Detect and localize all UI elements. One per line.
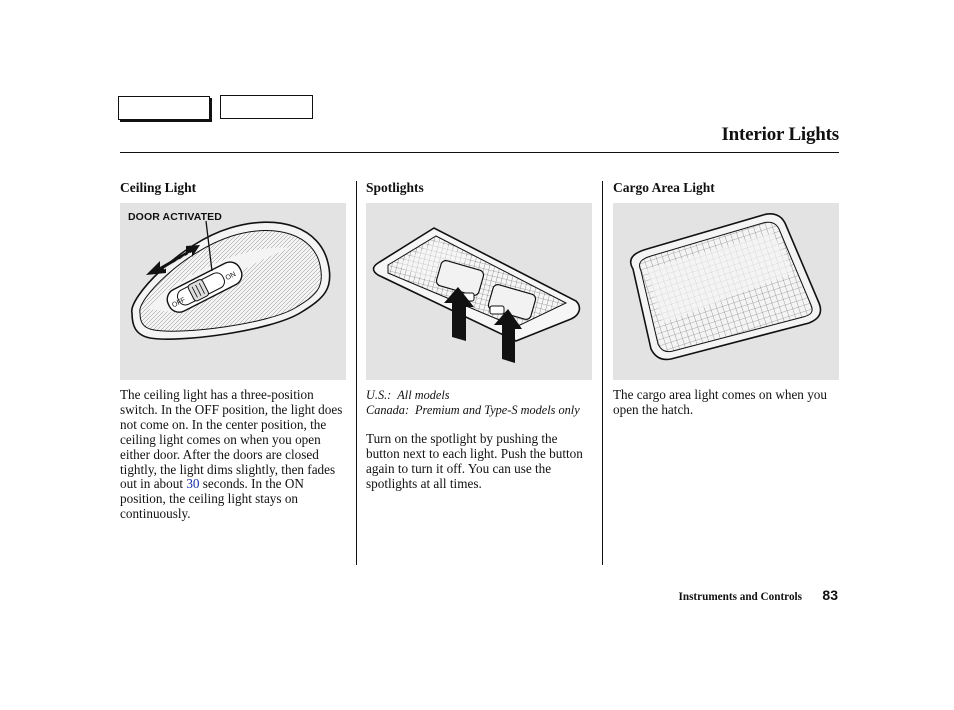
- title-rule: [120, 152, 839, 153]
- note-value: All models: [397, 388, 450, 402]
- ceiling-light-text: The ceiling light has a three-position switch. In the OFF position, the light does not come on. In the center position, the ceiling light comes on when you open either door. After the doors are closed tightly, the light dims slightly, then fades out in about: [120, 387, 343, 492]
- note-key: U.S.:: [366, 388, 392, 402]
- door-activated-label: DOOR ACTIVATED: [128, 211, 222, 223]
- cargo-light-description: The cargo area light comes on when you open the hatch.: [613, 387, 827, 417]
- cargo-light-illustration: [613, 203, 839, 380]
- nav-tab-next[interactable]: [220, 95, 313, 119]
- spotlights-description: Turn on the spotlight by pushing the button next to each light. Push the button again to turn it off. You can use the spotlights at all times.: [366, 431, 583, 491]
- nav-tab-previous[interactable]: [118, 96, 210, 120]
- switch-off-label: OFF: [171, 296, 187, 310]
- cargo-light-figure: [613, 203, 839, 380]
- spotlights-illustration: [366, 203, 592, 380]
- spotlight-button-right: [490, 306, 504, 314]
- column-divider: [602, 181, 603, 565]
- note-key: Canada:: [366, 403, 410, 417]
- ceiling-light-text-continued: seconds. In the ON position, the ceiling light stays on continuously.: [120, 476, 304, 522]
- column-divider: [356, 181, 357, 565]
- section-heading-ceiling-light: Ceiling Light: [120, 180, 197, 195]
- switch-on-label: ON: [224, 271, 238, 283]
- ceiling-light-description: [120, 388, 348, 522]
- ceiling-light-figure: [120, 203, 346, 380]
- section-heading-cargo-area-light: Cargo Area Light: [613, 180, 715, 195]
- availability-note: [366, 388, 594, 418]
- page-title: Interior Lights: [721, 124, 839, 145]
- spotlights-figure: [366, 203, 592, 380]
- section-heading-spotlights: Spotlights: [366, 180, 424, 195]
- ceiling-light-illustration: [120, 203, 346, 380]
- footer-section-title: Instruments and Controls: [678, 591, 802, 603]
- note-value: Premium and Type-S models only: [415, 403, 580, 417]
- page-reference-link[interactable]: 30: [186, 476, 200, 492]
- page-number: 83: [822, 587, 838, 603]
